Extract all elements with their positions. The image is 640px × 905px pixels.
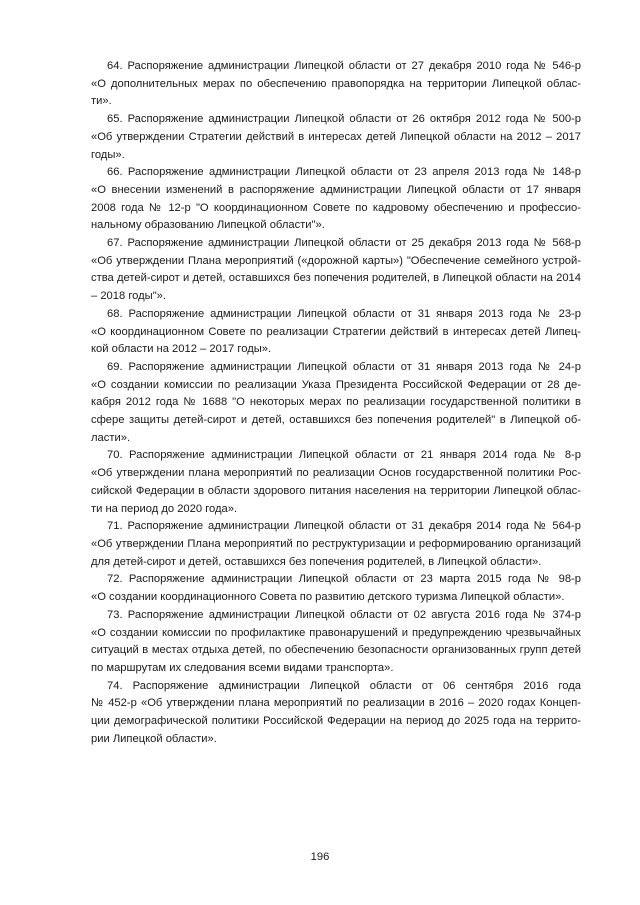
item-heading: 65. Распоряжение администрации Липецкой области от 26 октября 2012 года № 500-р bbox=[107, 113, 581, 126]
list-item-65 bbox=[91, 111, 581, 164]
item-heading: 70. Распоряжение администрации Липецкой области от 21 января 2014 года № 8-р bbox=[107, 449, 581, 462]
list-item-74 bbox=[91, 678, 581, 749]
list-item-72 bbox=[91, 571, 581, 606]
item-title: «О создании координационного Совета по развитию детского туризма Липецкой области». bbox=[91, 591, 565, 604]
item-heading: 72. Распоряжение администрации Липецкой области от 23 марта 2015 года № 98-р bbox=[107, 573, 581, 586]
list-item-68 bbox=[91, 306, 581, 359]
item-heading: 69. Распоряжение администрации Липецкой области от 31 января 2013 года № 24-р bbox=[107, 360, 581, 373]
item-title: «О дополнительных мерах по обеспечению правопорядка на территории Липецкой облас-ти». bbox=[91, 77, 581, 108]
item-heading: 71. Распоряжение администрации Липецкой области от 31 декабря 2014 года № 564-р bbox=[107, 520, 581, 533]
document-page bbox=[91, 58, 581, 748]
item-title: «О создании комиссии по профилактике правонарушений и предупреждению чрезвычайных ситуаций в местах отдыха детей, по обеспечению безопасности организованных групп детей по маршрутам их следования всеми видами транспорта». bbox=[91, 626, 581, 674]
item-title: «Об утверждении плана мероприятий по реализации Основ государственной политики Рос-сийской Федерации в области здорового питания населения на территории Липецкой облас-ти на период до 2020 года». bbox=[91, 467, 581, 515]
item-title: «Об утверждении Плана мероприятий по реструктуризации и реформированию организаций для детей-сирот и детей, оставшихся без попечения родителей, в Липецкой области». bbox=[91, 537, 581, 568]
list-item-70 bbox=[91, 447, 581, 518]
list-item-67 bbox=[91, 235, 581, 306]
item-title: «О координационном Совете по реализации Стратегии действий в интересах детей Липец-кой области на 2012 – 2017 годы». bbox=[91, 325, 581, 356]
item-title: «О внесении изменений в распоряжение администрации Липецкой области от 17 января 2008 года № 12-р "О координационном Совете по кадровому обеспечению и профессио-нальному образованию Липецкой области"». bbox=[91, 183, 581, 232]
item-title: «О создании комиссии по реализации Указа Президента Российской Федерации от 28 де-кабря 2012 года № 1688 "О некоторых мерах по реализации государственной политики в сфере защиты детей-сирот и детей, оставшихся без попечения родителей" в Липецкой об-ласти». bbox=[91, 378, 581, 444]
item-heading: 66. Распоряжение администрации Липецкой области от 23 апреля 2013 года № 148-р bbox=[107, 166, 581, 179]
list-item-73 bbox=[91, 607, 581, 678]
list-item-69 bbox=[91, 359, 581, 448]
item-heading: 64. Распоряжение администрации Липецкой области от 27 декабря 2010 года № 546-р bbox=[107, 60, 581, 72]
item-heading: 73. Распоряжение администрации Липецкой области от 02 августа 2016 года № 374-р bbox=[107, 608, 581, 621]
list-item-71 bbox=[91, 518, 581, 571]
item-heading: 67. Распоряжение администрации Липецкой области от 25 декабря 2013 года № 568-р bbox=[107, 237, 581, 250]
list-item-66 bbox=[91, 164, 581, 235]
item-title: «Об утверждении Плана мероприятий («дорожной карты») "Обеспечение семейного устрой-ства детей-сирот и детей, оставшихся без попечения родителей, в Липецкой области на 2014 – 2018 годы"». bbox=[91, 254, 581, 303]
page-number: 196 bbox=[310, 851, 330, 863]
item-heading: 74. Распоряжение администрации Липецкой области от 06 сентября 2016 года bbox=[107, 679, 581, 692]
item-title: «Об утверждении Стратегии действий в интересах детей Липецкой области на 2012 – 2017 годы». bbox=[91, 130, 581, 161]
list-item-64 bbox=[91, 58, 581, 111]
item-title: № 452-р «Об утверждении плана мероприятий по реализации в 2016 – 2020 годах Концеп-ции демографической политики Российской Федерации на период до 2025 года на террито-рии Липецкой области». bbox=[91, 697, 581, 745]
item-heading: 68. Распоряжение администрации Липецкой области от 31 января 2013 года № 23-р bbox=[107, 307, 581, 320]
